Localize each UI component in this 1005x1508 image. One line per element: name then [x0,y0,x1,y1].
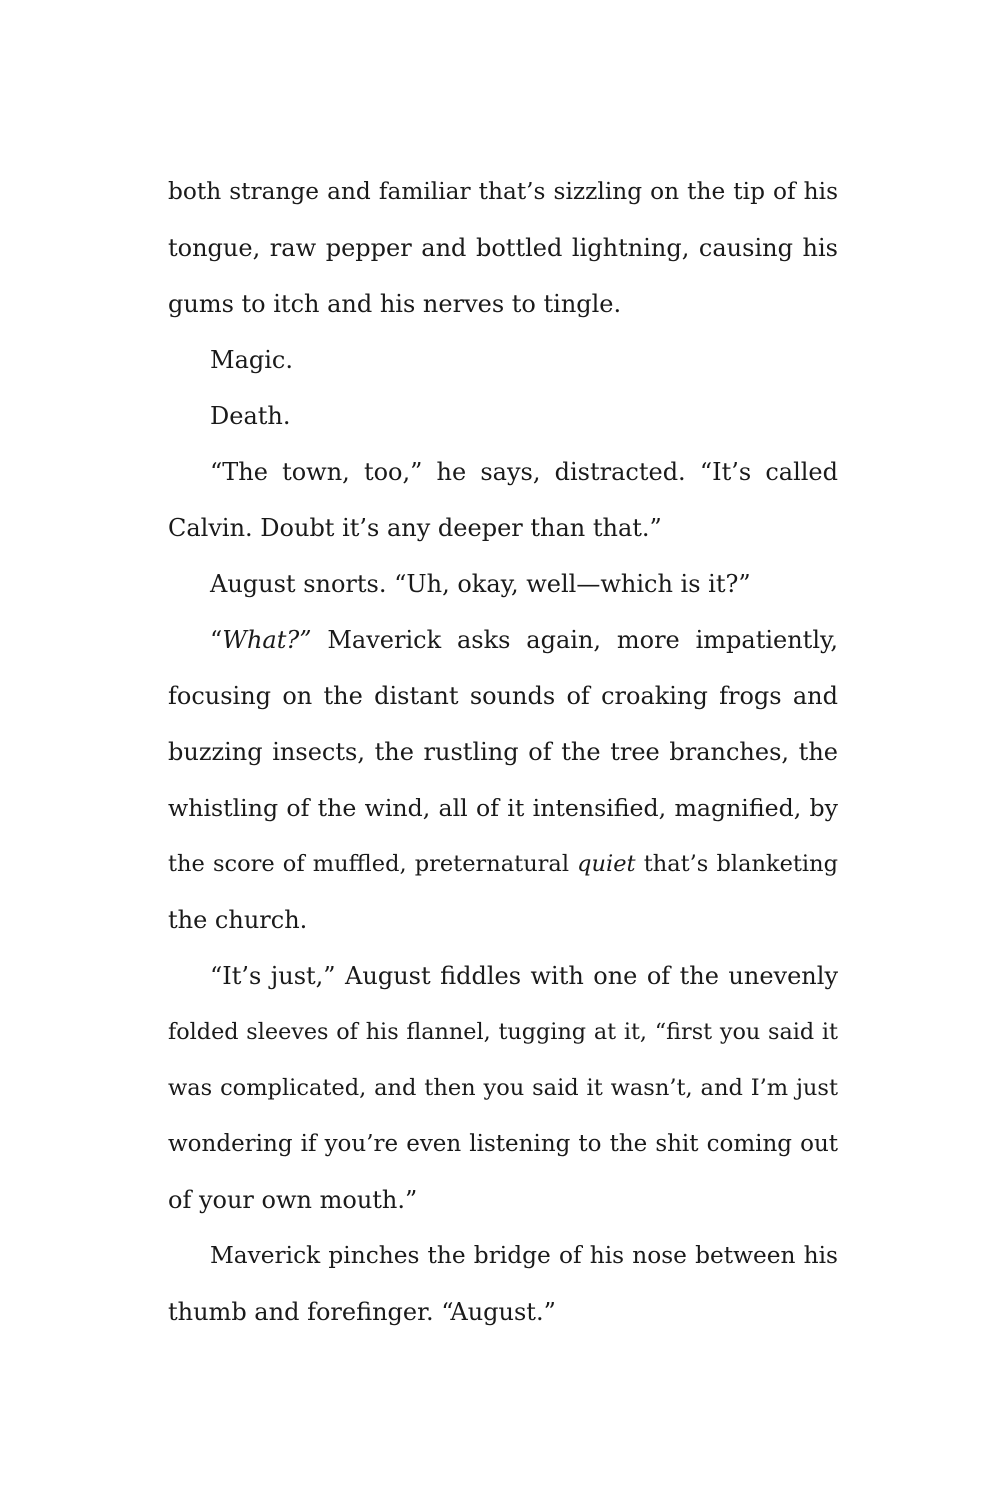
text-line: “It’s just,” August fiddles with one of the unevenly [210,962,838,990]
text-line: was complicated, and then you said it wasn’t, and I’m just [168,1075,838,1101]
text-line: gums to itch and his nerves to tingle. [168,290,622,318]
text-line: Magic. [210,346,293,374]
text-line: Death. [210,402,291,430]
text-line: folded sleeves of his flannel, tugging at it, “first you said it [168,1019,838,1045]
italic-text: What?” [222,626,312,654]
text-segment: Maverick asks again, more impatiently, [311,626,838,654]
text-line: Calvin. Doubt it’s any deeper than that.” [168,514,662,542]
text-line: buzzing insects, the rustling of the tree branches, the [168,738,838,766]
text-line: focusing on the distant sounds of croaking frogs and [168,682,838,710]
text-line: of your own mouth.” [168,1186,418,1214]
text-line [168,612,838,668]
text-line [168,836,838,892]
text-line: August snorts. “Uh, okay, well—which is it?” [210,570,751,598]
text-line: “The town, too,” he says, distracted. “It’s called [210,458,838,486]
text-line: tongue, raw pepper and bottled lightning, causing his [168,234,838,262]
body-text [168,164,838,1340]
text-segment: that’s blanketing [635,851,838,877]
text-line: wondering if you’re even listening to the shit coming out [168,1131,838,1157]
text-line: thumb and forefinger. “August.” [168,1298,556,1326]
text-line: the church. [168,906,308,934]
text-line: whistling of the wind, all of it intensified, magnified, by [168,794,838,822]
text-segment: “ [210,626,223,654]
text-segment: the score of muffled, preternatural [168,851,578,877]
text-line: Maverick pinches the bridge of his nose between his [210,1242,838,1269]
italic-text: quiet [577,851,636,877]
text-line: both strange and familiar that’s sizzling on the tip of his [168,178,838,205]
